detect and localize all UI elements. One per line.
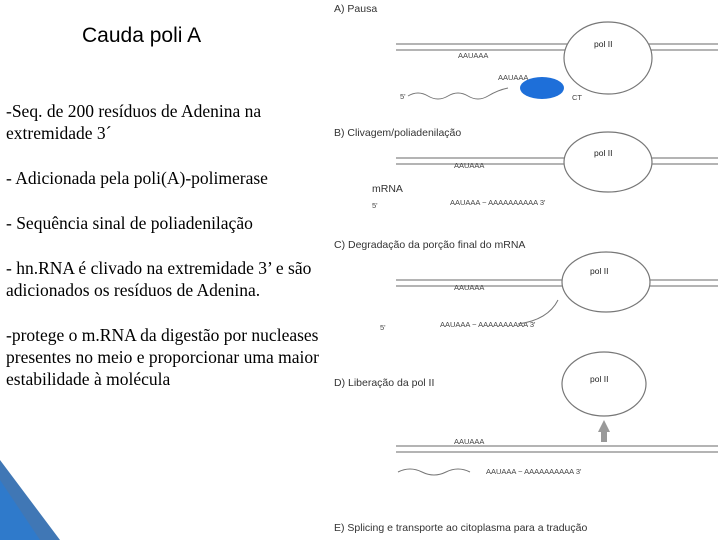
release-arrow-icon bbox=[598, 420, 610, 432]
signal-seq-label: AAUAAA bbox=[454, 283, 485, 292]
polya-tail-label: AAUAAA ~ AAAAAAAAAA 3' bbox=[440, 320, 536, 329]
ct-label: CT bbox=[572, 93, 582, 102]
signal-seq-label: AAUAAA bbox=[458, 51, 489, 60]
signal-seq-label: AAUAAA bbox=[498, 73, 529, 82]
bullet-list bbox=[6, 100, 324, 413]
bullet-item: - Sequência sinal de poliadenilação bbox=[6, 213, 253, 233]
pol-ii-ellipse bbox=[564, 22, 652, 94]
signal-seq-label: AAUAAA bbox=[454, 437, 485, 446]
five-prime-label: 5' bbox=[380, 323, 386, 332]
bullet-item: - hn.RNA é clivado na extremidade 3’ e são adicionados os resíduos de Adenina. bbox=[6, 258, 312, 300]
five-prime-label: 5' bbox=[400, 92, 406, 101]
panel-label-c: C) Degradação da porção final do mRNA bbox=[334, 239, 526, 251]
pol-ii-ellipse bbox=[562, 352, 646, 416]
five-prime-label: 5' bbox=[372, 201, 378, 210]
pol-ii-label: pol II bbox=[594, 148, 613, 158]
panel-label-e: E) Splicing e transporte ao citoplasma para a tradução bbox=[334, 522, 588, 534]
polyadenylation-figure bbox=[328, 0, 720, 540]
polya-tail-label: AAUAAA ~ AAAAAAAAAA 3' bbox=[486, 467, 582, 476]
pol-ii-ellipse bbox=[562, 252, 650, 312]
bullet-item: -Seq. de 200 resíduos de Adenina na extremidade 3´ bbox=[6, 101, 262, 143]
corner-decoration bbox=[0, 460, 60, 540]
pol-ii-label: pol II bbox=[590, 266, 609, 276]
bullet-item: - Adicionada pela poli(A)-polimerase bbox=[6, 168, 268, 188]
polya-tail-label: AAUAAA ~ AAAAAAAAAA 3' bbox=[450, 198, 546, 207]
pol-ii-label: pol II bbox=[590, 374, 609, 384]
signal-seq-label: AAUAAA bbox=[454, 161, 485, 170]
slide-title: Cauda poli A bbox=[82, 24, 202, 47]
panel-label-d: D) Liberação da pol II bbox=[334, 377, 435, 389]
panel-label-a: A) Pausa bbox=[334, 3, 378, 15]
pol-ii-ellipse bbox=[564, 132, 652, 192]
panel-label-b: B) Clivagem/poliadenilação bbox=[334, 127, 462, 139]
pol-ii-label: pol II bbox=[594, 39, 613, 49]
mrna-label: mRNA bbox=[372, 183, 403, 195]
bullet-item: -protege o m.RNA da digestão por nucleases presentes no meio e proporcionar uma maior estabilidade à molécula bbox=[6, 325, 319, 389]
